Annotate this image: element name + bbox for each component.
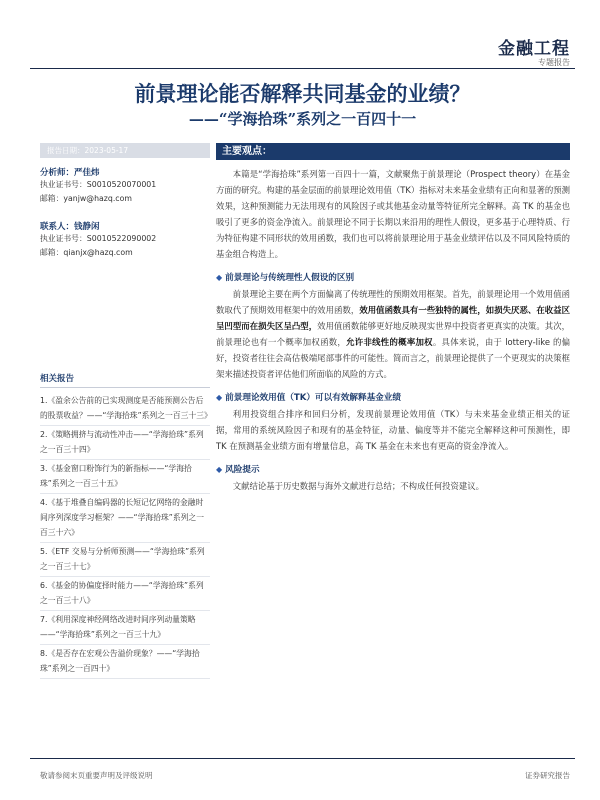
header-divider <box>30 68 575 69</box>
footer-report-type: 证券研究报告 <box>525 771 570 780</box>
section-heading-2-text: 前景理论效用值（TK）可以有效解释基金业绩 <box>225 393 401 403</box>
contact-line <box>40 220 210 232</box>
main-points-header: 主要观点： <box>216 143 570 160</box>
contact-cert <box>40 232 210 246</box>
contact-email <box>40 246 210 260</box>
related-report-item[interactable]: 8.《是否存在宏观公告溢价现象？——“学海拾珠”系列之一百四十》 <box>40 645 210 679</box>
bullet-icon: ◆ <box>216 465 223 474</box>
section-heading-3-text: 风险提示 <box>225 465 260 475</box>
s1-text-2: 效用值函数能够更好地反映现实世界中投资者更真实的决策。其次，前景理论也有一个概率加权函数， <box>216 321 571 347</box>
related-report-item[interactable]: 7.《利用深度神经网络改进时间序列动量策略——“学海拾珠”系列之一百三十九》 <box>40 611 210 645</box>
analyst-cert-label: 执业证书号： <box>40 180 87 189</box>
left-sidebar <box>40 143 210 260</box>
section-heading-2 <box>216 391 570 403</box>
related-report-item[interactable]: 2.《策略拥挤与流动性冲击——“学海拾珠”系列之一百三十四》 <box>40 426 210 460</box>
related-report-item[interactable]: 1.《盈余公告前的已实现测度是否能预测公告后的股票收益？——“学海拾珠”系列之一百三十三》 <box>40 392 210 426</box>
analyst-role: 分析师： <box>40 168 75 178</box>
brand-title: 金融工程 <box>498 39 570 59</box>
footer-disclaimer: 敬请参阅末页重要声明及评级说明 <box>40 771 153 780</box>
contact-email-value[interactable]: qianjx@hazq.com <box>63 248 133 257</box>
page-subtitle: ——“学海拾珠”系列之一百四十一 <box>188 110 417 128</box>
bullet-icon: ◆ <box>216 393 223 402</box>
risk-paragraph: 文献结论基于历史数据与海外文献进行总结；不构成任何投资建议。 <box>232 481 485 491</box>
report-type: 专题报告 <box>538 58 570 67</box>
related-report-item[interactable]: 4.《基于堆叠自编码器的长短记忆网络的金融时间序列深度学习框架？——“学海拾珠”系列之一百三十六》 <box>40 494 210 543</box>
contact-cert-label: 执业证书号： <box>40 234 87 243</box>
analyst-cert-value: S0010520070001 <box>86 180 157 189</box>
contact-role: 联系人： <box>40 222 75 232</box>
related-report-item[interactable]: 3.《基金窗口粉饰行为的新指标——“学海拾珠”系列之一百三十五》 <box>40 460 210 494</box>
main-content <box>216 143 570 494</box>
analyst-email-value[interactable]: yanjw@hazq.com <box>63 194 132 203</box>
s1-highlight-2: 允许非线性的概率加权 <box>346 337 433 347</box>
related-reports <box>40 372 210 679</box>
footer-divider <box>30 758 575 759</box>
analyst-line <box>40 166 210 178</box>
analyst-cert <box>40 178 210 192</box>
related-report-item[interactable]: 6.《基金的协偏度择时能力——“学海拾珠”系列之一百三十八》 <box>40 577 210 611</box>
bullet-icon: ◆ <box>216 273 223 282</box>
section-2-paragraph: 利用投资组合排序和回归分析，发现前景理论效用值（TK）与未来基金业绩正相关的证据，常用的系统风险因子和现有的基金特征，动量、偏度等并不能完全解释这种可预测性，即 TK 在预测基金业绩方面有增量信息，高 TK 基金在未来也有更高的资金净流入。 <box>216 409 570 451</box>
section-heading-3 <box>216 463 570 475</box>
contact-name: 钱静闲 <box>74 222 100 232</box>
analyst-email <box>40 192 210 206</box>
related-report-item[interactable]: 5.《ETF 交易与分析师预测——“学海拾珠”系列之一百三十七》 <box>40 543 210 577</box>
section-heading-1 <box>216 271 570 283</box>
section-heading-1-text: 前景理论与传统理性人假设的区别 <box>225 273 355 283</box>
section-1-paragraph <box>216 286 570 382</box>
s1-text-1: 前景理论主要在两个方面偏离了传统理性的预期效用框架。首先，前景理论用一个效用值函数取代了预期效用框架中的效用函数， <box>216 289 570 315</box>
analyst-email-label: 邮箱： <box>40 194 64 203</box>
analyst-name: 严佳炜 <box>74 168 100 178</box>
intro-paragraph: 本篇是“学海拾珠”系列第一百四十一篇，文献聚焦于前景理论（Prospect theory）在基金方面的研究。构建的基金层面的前景理论效用值（TK）指标对未来基金业绩有正向和显著的预测效果，这种预测能力无法用现有的风险因子或其他基金动量等特征所完全解释。高 TK 的基金也吸引了更多的资金净流入。前景理论不同于长期以来沿用的理性人假设，更多基于心理特质、行为特征构建不同形状的效用函数，我们也可以将前景理论用于基金业绩评估以及不同风险特质的基金组合构造上。 <box>216 169 570 259</box>
page-title: 前景理论能否解释共同基金的业绩？ <box>134 81 471 106</box>
s1-text-3: 。具体来说，由于 lottery-like 的偏好，投资者往往会高估极端尾部事件的可能性。简而言之，前景理论提供了一个更现实的决策框架来描述投资者评估他们所面临的风险的方式。 <box>216 337 570 379</box>
report-date: 报告日期：2023-05-17 <box>40 143 210 158</box>
s1-highlight-1: 效用值函数具有一些独特的属性，如损失厌恶、在收益区呈凹型而在损失区呈凸型， <box>216 305 571 331</box>
contact-email-label: 邮箱： <box>40 248 64 257</box>
related-reports-title: 相关报告 <box>40 372 210 388</box>
contact-cert-value: S0010522090002 <box>86 234 157 243</box>
